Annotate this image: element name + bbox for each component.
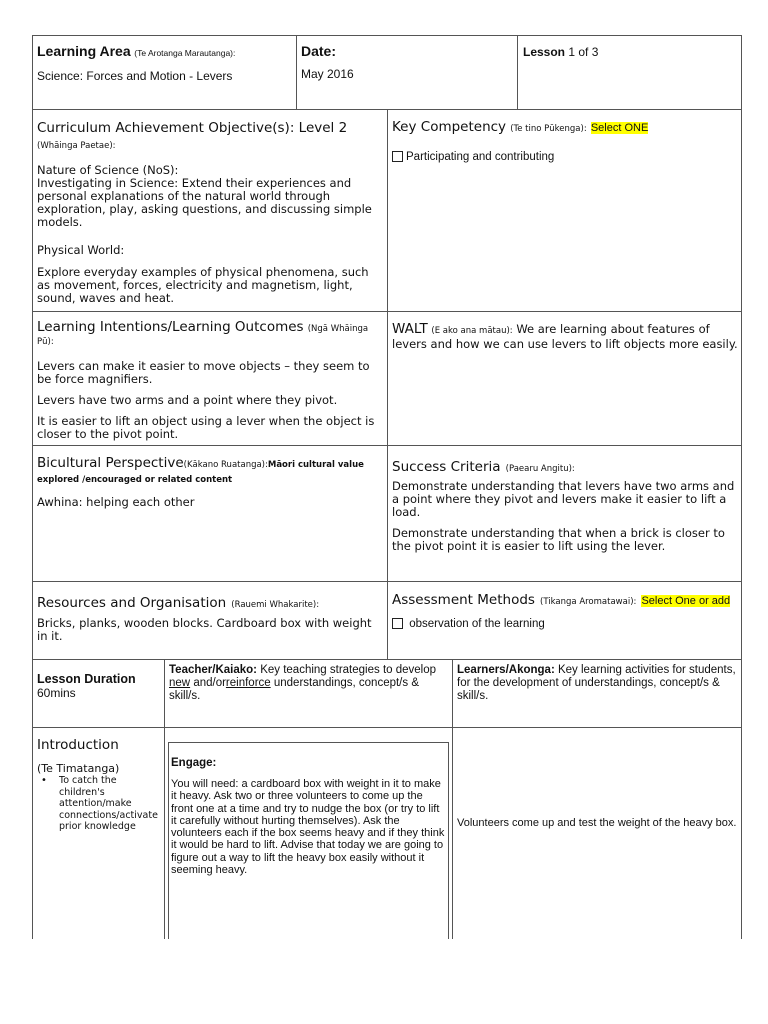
ld-value: 60mins — [37, 686, 76, 700]
learner-activity-cell — [457, 817, 737, 830]
intro-maori: (Te Timatanga) — [37, 762, 120, 775]
col-divider — [164, 659, 165, 939]
sc-label: Success Criteria — [392, 459, 501, 475]
checkbox[interactable] — [392, 151, 403, 162]
kc-option-label: Participating and contributing — [406, 151, 555, 163]
walt-cell — [392, 323, 738, 351]
engage-cell — [171, 756, 447, 876]
learning-area-value: Science: Forces and Motion - Levers — [37, 69, 233, 83]
learning-area-label: Learning Area — [37, 43, 131, 59]
teacher-header-cell — [169, 664, 449, 703]
inner-divider — [168, 742, 169, 939]
engage-label: Engage: — [171, 757, 217, 769]
key-competency-cell — [392, 120, 738, 164]
lesson-duration-cell — [37, 672, 161, 700]
cao-label: Curriculum Achievement Objective(s): Level 2 — [37, 120, 348, 136]
am-option-label: observation of the learning — [409, 618, 545, 630]
ro-maori: (Rauemi Whakarite): — [231, 600, 320, 610]
sc-item: Demonstrate understanding that when a brick is closer to the pivot point it is easier to lift using the lever. — [392, 526, 725, 553]
lesson-label: Lesson — [523, 45, 566, 59]
checkbox[interactable] — [392, 618, 403, 629]
teacher-new: new — [169, 677, 191, 689]
sc-item: Demonstrate understanding that levers have two arms and a point where they pivot and levers make it easier to lift a load. — [392, 479, 735, 519]
li-item: Levers can make it easier to move objects – they seem to be force magnifiers. — [37, 359, 370, 386]
introduction-cell — [37, 737, 161, 833]
li-item: Levers have two arms and a point where they pivot. — [37, 393, 338, 407]
bp-label: Bicultural Perspective — [37, 455, 184, 471]
inner-divider — [168, 742, 449, 743]
teacher-label: Teacher/Kaiako: — [169, 664, 257, 676]
ld-label: Lesson Duration — [37, 672, 136, 686]
li-label: Learning Intentions/Learning Outcomes — [37, 319, 304, 335]
table-border-right — [741, 35, 742, 939]
row-divider — [32, 727, 742, 728]
success-criteria-cell — [392, 456, 738, 553]
walt-label: WALT — [392, 321, 428, 337]
bp-text: Awhina: helping each other — [37, 495, 195, 509]
li-maori: (Ngā Whāinga Pū): — [37, 324, 369, 347]
kc-maori: (Te tino Pūkenga): — [510, 124, 587, 134]
date-value: May 2016 — [301, 67, 354, 81]
curriculum-objective-cell — [37, 120, 381, 305]
li-item: It is easier to lift an object using a lever when the object is closer to the pivot point. — [37, 414, 375, 441]
lesson-value: 1 of 3 — [568, 45, 599, 59]
resources-cell — [37, 592, 383, 643]
pw-heading: Physical World: — [37, 243, 125, 257]
am-maori: (Tikanga Aromatawai): — [540, 597, 637, 607]
kc-label: Key Competency — [392, 119, 507, 135]
table-border-top — [32, 35, 742, 36]
walt-maori: (E ako ana mātau): — [431, 326, 513, 336]
walt-text: We are learning about features of levers and how we can use levers to lift objects more easily. — [392, 322, 738, 351]
learning-intentions-cell — [37, 319, 383, 441]
intro-list — [37, 775, 161, 833]
pw-text: Explore everyday examples of physical phenomena, such as movement, forces, electricity and magnetism, light, sound, waves and heat. — [37, 265, 369, 305]
sc-maori: (Paearu Angitu): — [505, 464, 575, 474]
lesson-cell — [523, 46, 738, 60]
learners-text: Key learning activities for students, for the development of understandings, concept/s & skill/s. — [457, 664, 736, 702]
teacher-reinforce: reinforce — [225, 677, 271, 689]
teacher-text-b: and/or — [193, 677, 226, 689]
nos-text: Investigating in Science: Extend their experiences and personal explanations of the natural world through exploration, play, asking questions, and discussing simple models. — [37, 176, 372, 229]
ro-text: Bricks, planks, wooden blocks. Cardboard box with weight in it. — [37, 616, 372, 643]
table-border-left — [32, 35, 33, 939]
learning-area-cell — [37, 44, 293, 84]
teacher-text-c: understandings, concept/s & skill/s. — [169, 677, 419, 702]
engage-text: You will need: a cardboard box with weight in it to make it heavy. Ask two or three volunteers to come up the front one at a time and try to nudge the box (or try to lift it carefully without hurting themselves). Ask the volunteers each if the box seems heavy and if they think it would be hard to lift. Advise that today we are going to figure out a way to lift the heavy box easily without it seeming heavy. — [171, 778, 445, 877]
intro-bullet: • To catch the children's attention/make connections/activate prior knowledge — [37, 775, 161, 833]
date-cell — [301, 44, 511, 82]
am-select-highlight: Select One or add — [641, 595, 731, 607]
intro-label: Introduction — [37, 737, 119, 753]
col-divider — [296, 35, 297, 110]
col-divider — [517, 35, 518, 110]
bp-note: Māori cultural value explored /encouraged or related content — [37, 460, 364, 485]
learners-header-cell — [457, 664, 737, 703]
kc-select-highlight: Select ONE — [590, 122, 649, 134]
learners-label: Learners/Akonga: — [457, 664, 555, 676]
ro-label: Resources and Organisation — [37, 595, 227, 611]
bp-maori: (Kākano Ruatanga): — [183, 460, 268, 470]
am-label: Assessment Methods — [392, 592, 535, 608]
learning-area-maori: (Te Arotanga Marautanga): — [134, 48, 236, 58]
date-label: Date: — [301, 43, 337, 59]
inner-divider — [448, 742, 449, 939]
teacher-text-a: Key teaching strategies to develop — [260, 664, 437, 676]
col-divider — [387, 109, 388, 660]
col-divider — [452, 659, 453, 939]
nos-heading: Nature of Science (NoS): — [37, 163, 179, 177]
bicultural-perspective-cell — [37, 456, 383, 509]
assessment-methods-cell — [392, 592, 738, 630]
learner-activity-text: Volunteers come up and test the weight of the heavy box. — [457, 817, 737, 829]
cao-maori: (Whāinga Paetae): — [37, 141, 116, 151]
